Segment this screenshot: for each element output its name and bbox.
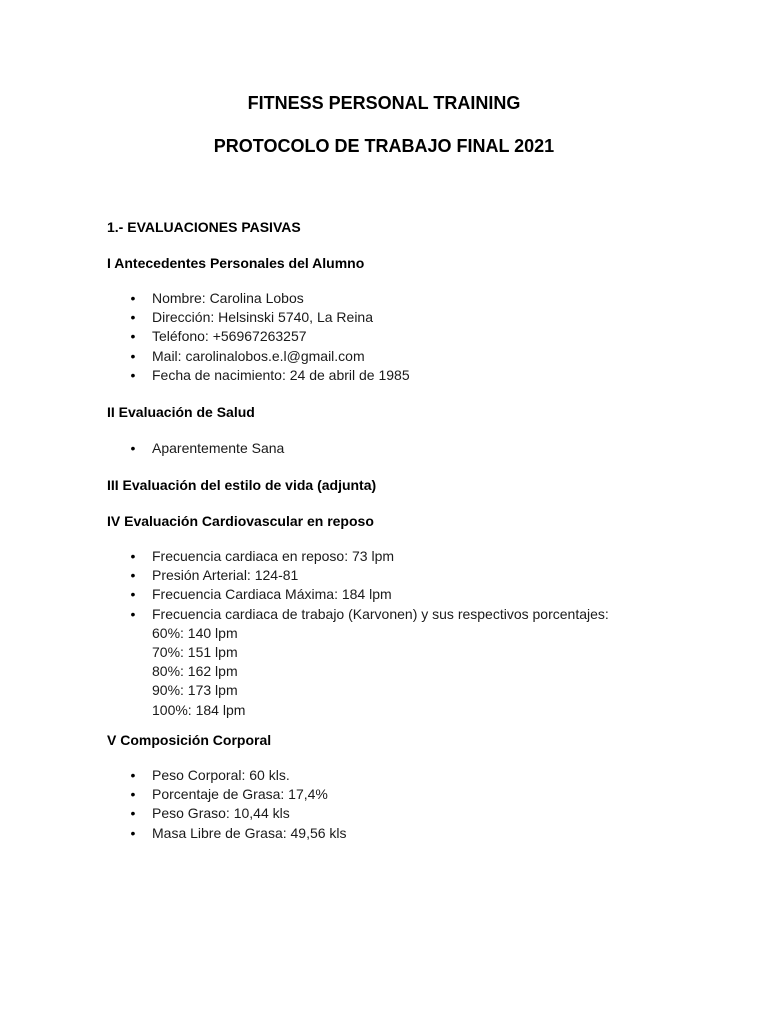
document-subtitle: PROTOCOLO DE TRABAJO FINAL 2021 [213, 136, 555, 156]
list-item-text: Mail: carolinalobos.e.l@gmail.com [152, 347, 365, 364]
karvonen-line: 100%: 184 lpm [152, 701, 246, 718]
list-item-text: Fecha de nacimiento: 24 de abril de 1985 [152, 366, 410, 383]
list-item [128, 327, 410, 346]
bullet-icon: • [130, 805, 136, 822]
list-item [128, 824, 347, 843]
bullet-icon: • [130, 586, 136, 603]
list-item-text: Aparentemente Sana [152, 440, 285, 456]
composicion-list [128, 766, 347, 843]
antecedentes-list [128, 289, 410, 385]
karvonen-line: 70%: 151 lpm [152, 644, 238, 661]
bullet-icon: • [130, 548, 136, 564]
document-title: FITNESS PERSONAL TRAINING [247, 93, 521, 113]
bullet-icon: • [130, 328, 136, 345]
main-section-heading: 1.- EVALUACIONES PASIVAS [107, 219, 301, 235]
bullet-icon: • [130, 290, 136, 306]
bullet-icon: • [130, 824, 136, 841]
section-heading-composicion: V Composición Corporal [107, 732, 272, 748]
karvonen-line: 60%: 140 lpm [152, 624, 238, 641]
list-item [128, 308, 410, 327]
cardiovascular-list [128, 547, 609, 720]
list-item-text: Nombre: Carolina Lobos [152, 290, 304, 306]
list-item [128, 804, 347, 823]
salud-list [128, 439, 284, 458]
section-heading-estilo-vida: III Evaluación del estilo de vida (adjunta) [107, 477, 377, 493]
list-item-text: Masa Libre de Grasa: 49,56 kls [152, 824, 347, 841]
section-heading-cardiovascular: IV Evaluación Cardiovascular en reposo [107, 513, 374, 529]
bullet-icon: • [130, 347, 136, 364]
list-item-text: Frecuencia cardiaca de trabajo (Karvonen) y sus respectivos porcentajes: [152, 605, 609, 622]
bullet-icon: • [130, 767, 136, 783]
list-item [128, 566, 609, 585]
list-item [128, 605, 609, 720]
karvonen-line: 90%: 173 lpm [152, 682, 238, 699]
list-item-text: Frecuencia Cardiaca Máxima: 184 lpm [152, 586, 392, 603]
section-heading-antecedentes: I Antecedentes Personales del Alumno [107, 255, 365, 271]
bullet-icon: • [130, 786, 136, 803]
list-item [128, 547, 609, 566]
list-item-text: Presión Arterial: 124-81 [152, 567, 299, 584]
list-item [128, 347, 410, 366]
list-item-text: Peso Corporal: 60 kls. [152, 767, 290, 783]
list-item [128, 289, 410, 308]
section-heading-salud: II Evaluación de Salud [107, 404, 255, 420]
list-item-text: Peso Graso: 10,44 kls [152, 805, 290, 822]
bullet-icon: • [130, 309, 136, 326]
list-item [128, 439, 284, 458]
karvonen-line: 80%: 162 lpm [152, 663, 238, 680]
list-item-text: Teléfono: +56967263257 [152, 328, 307, 345]
bullet-icon: • [130, 567, 136, 584]
list-item-text: Dirección: Helsinski 5740, La Reina [152, 309, 373, 326]
bullet-icon: • [130, 440, 136, 456]
list-item [128, 766, 347, 785]
list-item-text: Porcentaje de Grasa: 17,4% [152, 786, 328, 803]
bullet-icon: • [130, 366, 136, 383]
list-item [128, 366, 410, 385]
bullet-icon: • [130, 605, 136, 622]
list-item [128, 585, 609, 604]
list-item-text: Frecuencia cardiaca en reposo: 73 lpm [152, 548, 395, 564]
list-item [128, 785, 347, 804]
